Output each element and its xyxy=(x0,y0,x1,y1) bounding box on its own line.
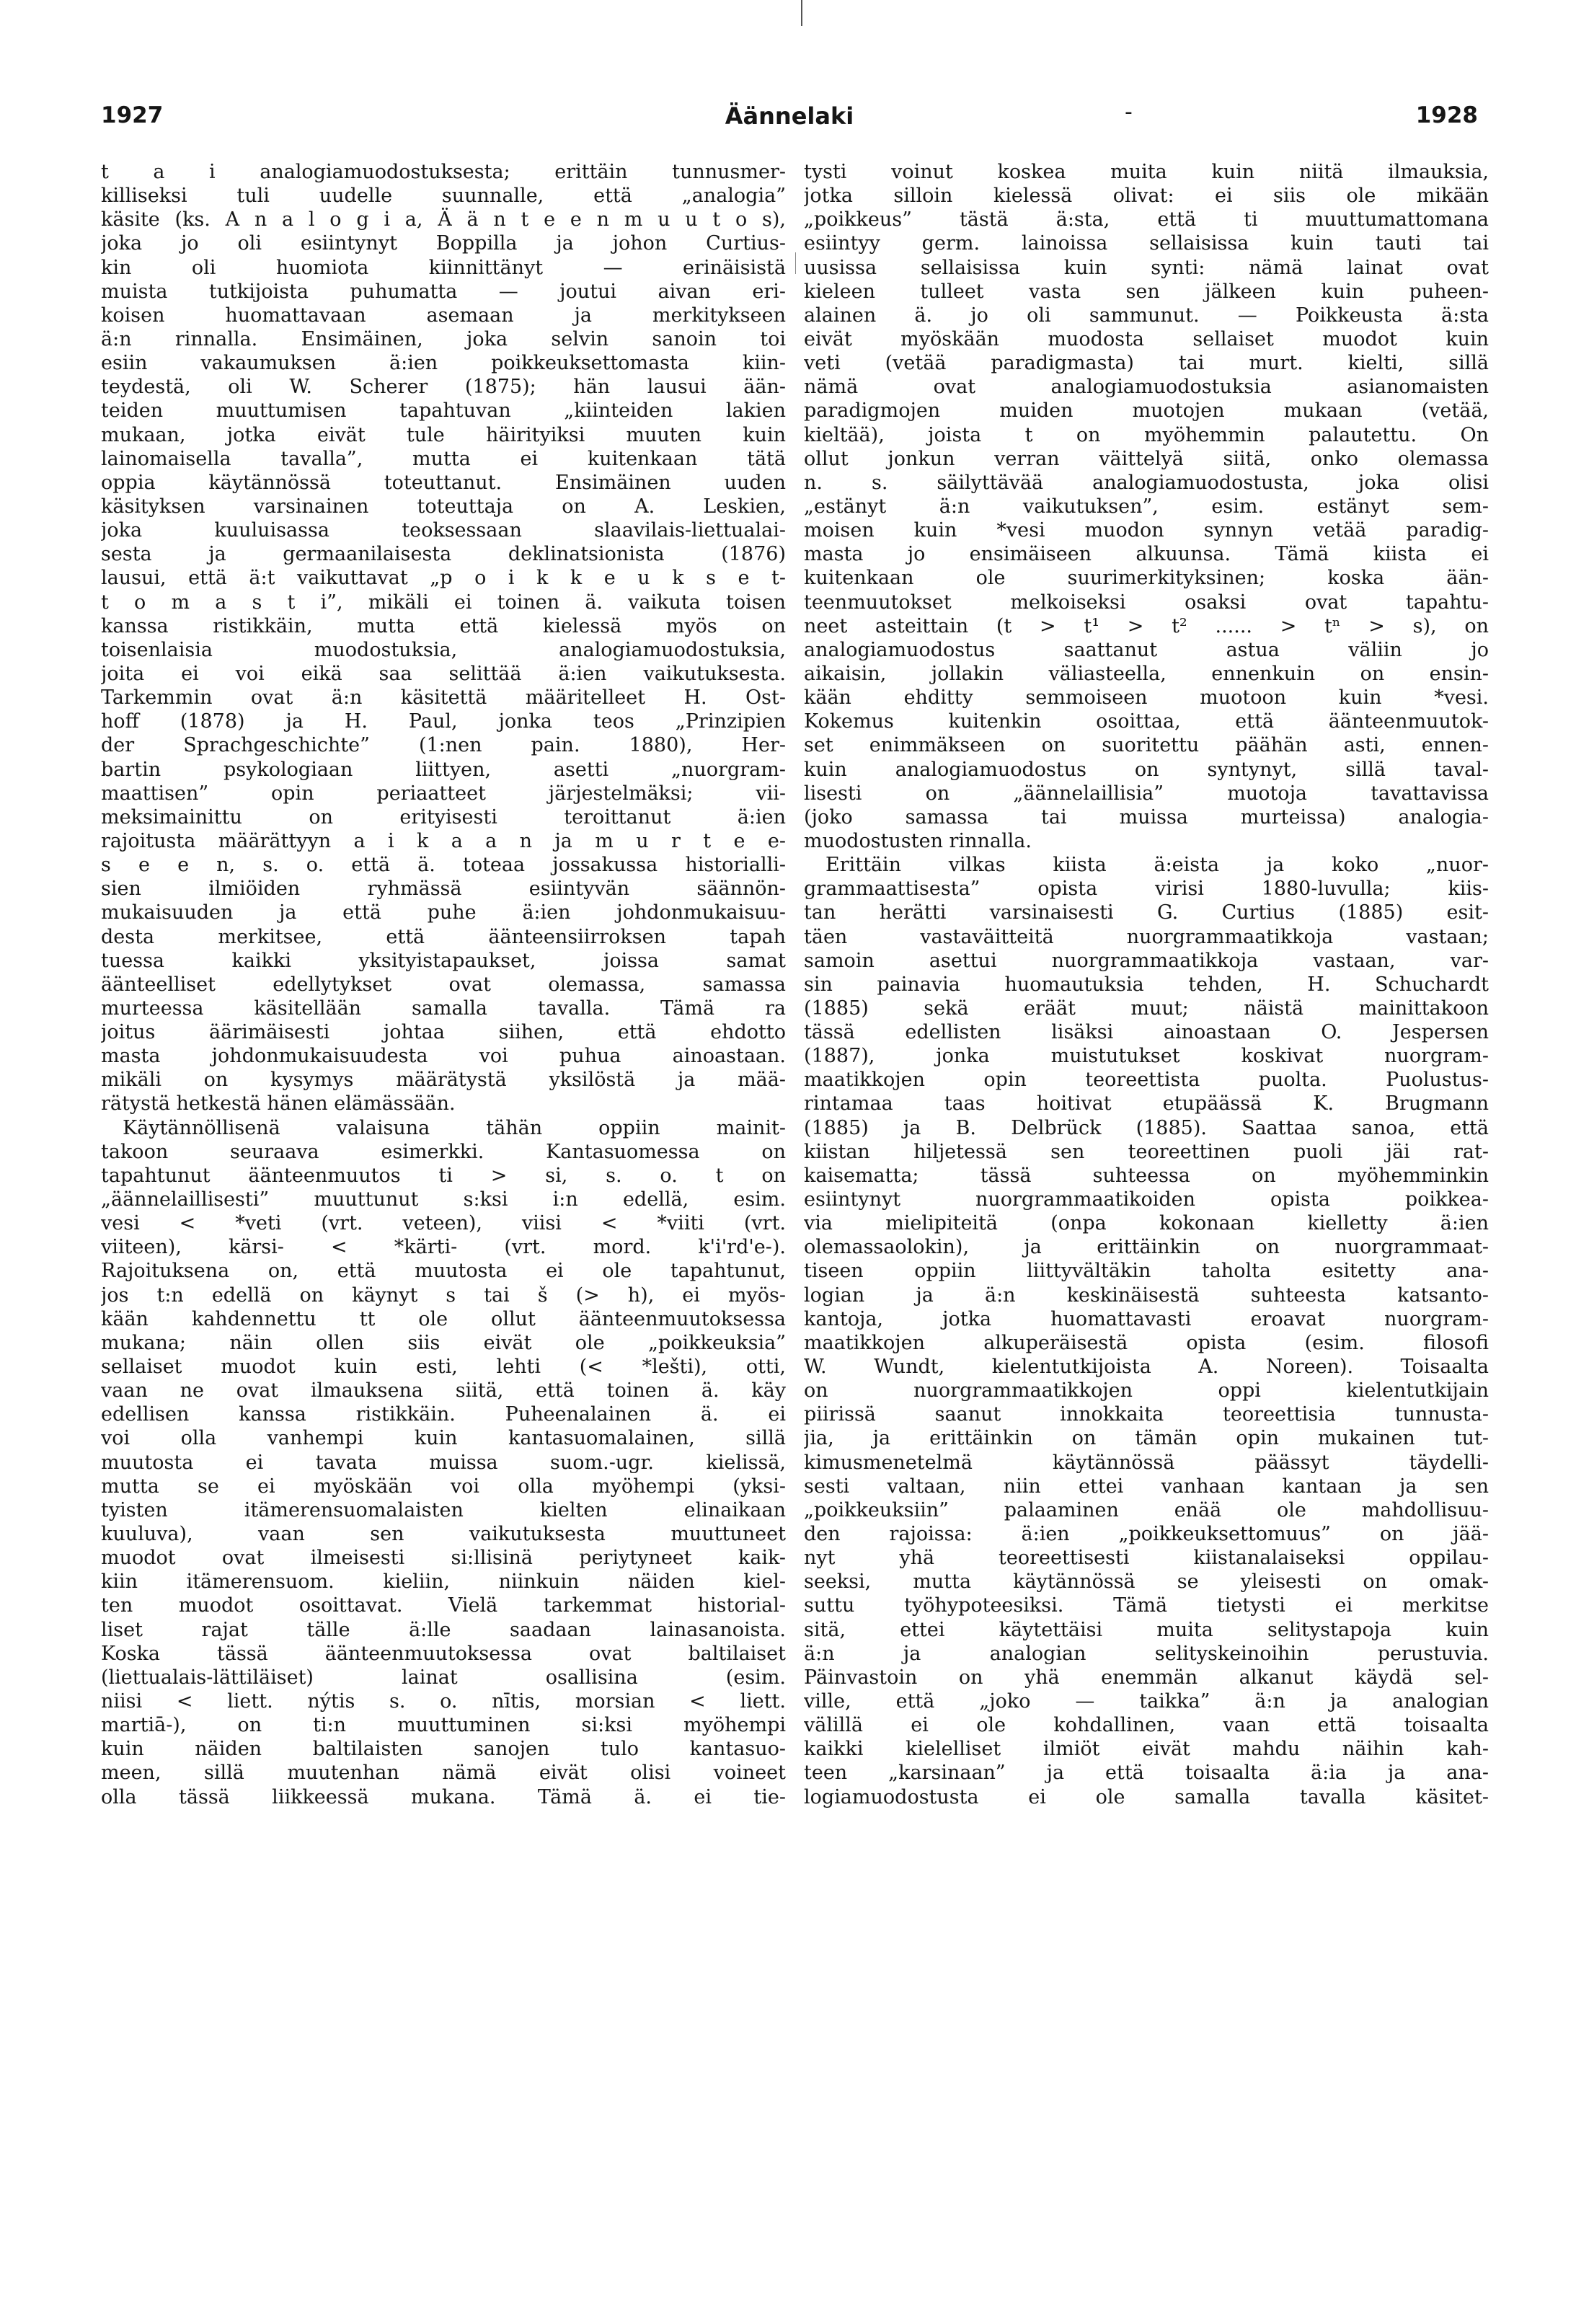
right-column-text-line: tan herätti varsinaisesti G. Curtius (1885) esit- xyxy=(804,901,1489,924)
right-column-text-line: ville, että „joko — taikka” ä:n ja analogian xyxy=(804,1690,1489,1713)
right-column-text-line: nyt yhä teoreettisesti kiistanalaiseksi oppilau- xyxy=(804,1547,1489,1570)
left-column-text-line: Tarkemmin ovat ä:n käsitettä määritelleet H. Ost- xyxy=(101,686,786,710)
right-column-text-line: eivät myöskään muodosta sellaiset muodot kuin xyxy=(804,327,1489,350)
right-column-text-line: Kokemus kuitenkin osoittaa, että äänteenmuutok- xyxy=(804,710,1489,733)
right-column-text-line: on nuorgrammaatikkojen oppi kielentutkijain xyxy=(804,1379,1489,1402)
left-column-text-line: äänteelliset edellytykset ovat olemassa, samassa xyxy=(101,973,786,996)
right-column-text-line: kuitenkaan ole suurimerkityksinen; koska ään- xyxy=(804,567,1489,590)
left-column-text-line: masta johdonmukaisuudesta voi puhua ainoastaan. xyxy=(101,1045,786,1068)
left-column-text-line: killiseksi tuli uudelle suunnalle, että „analogia” xyxy=(101,185,786,208)
left-column-text-line: mukana; näin ollen siis eivät ole „poikkeuksia” xyxy=(101,1331,786,1354)
right-column-text-line: kiistan hiljetessä sen teoreettinen puoli jäi rat- xyxy=(804,1140,1489,1163)
left-column-text-line: koisen huomattavaan asemaan ja merkitykseen xyxy=(101,304,786,327)
left-column-text-line: kin oli huomiota kiinnittänyt — erinäisistä xyxy=(101,256,786,279)
left-column-text-line: rajoitusta määrättyyn a i k a a n ja m u r t e e- xyxy=(101,829,786,852)
page-number-right: 1928 xyxy=(1415,102,1478,128)
right-column-text-line: välillä ei ole kohdallinen, vaan että toisaalta xyxy=(804,1714,1489,1737)
right-column-text-line: sitä, ettei käytettäisi muita selitystapoja kuin xyxy=(804,1618,1489,1641)
right-column-text-line: nämä ovat analogiamuodostuksia asianomaisten xyxy=(804,376,1489,399)
right-column-text-line: esiintyy germ. lainoissa sellaisissa kuin tauti tai xyxy=(804,232,1489,255)
left-column-text-line: esiin vakaumuksen ä:ien poikkeuksettomasta kiin- xyxy=(101,352,786,375)
left-column-text-line: vesi < *veti (vrt. veteen), viisi < *viiti (vrt. xyxy=(101,1212,786,1235)
right-column-text-line: kuin analogiamuodostus on syntynyt, sillä taval- xyxy=(804,758,1489,781)
left-column-text-line: toisenlaisia muodostuksia, analogiamuodostuksia, xyxy=(101,638,786,661)
left-column-text-line: teiden muuttumisen tapahtuvan „kiinteiden lakien xyxy=(101,399,786,423)
right-column-text-line: sin painavia huomautuksia tehden, H. Schuchardt xyxy=(804,973,1489,996)
left-column-text-line: meksimainittu on erityisesti teroittanut ä:ien xyxy=(101,805,786,829)
right-column-text-line: (1885) ja B. Delbrück (1885). Saattaa sanoa, että xyxy=(804,1116,1489,1139)
right-column-text-line: (1885) sekä eräät muut; näistä mainittakoon xyxy=(804,997,1489,1020)
right-column-text-line: ä:n ja analogian selityskeinoihin perustuvia. xyxy=(804,1642,1489,1665)
right-column-text-line: rintamaa taas hoitivat etupäässä K. Brugmann xyxy=(804,1092,1489,1115)
left-column-text-line: takoon seuraava esimerkki. Kantasuomessa on xyxy=(101,1140,786,1163)
page-header xyxy=(101,102,1478,138)
left-column-text-line: rätystä hetkestä hänen elämässään. xyxy=(101,1092,456,1115)
right-column-text-line: samoin asettui nuorgrammaatikkoja vastaan, var- xyxy=(804,949,1489,972)
left-column-text-line: sien ilmiöiden ryhmässä esiintyvän säännön- xyxy=(101,878,786,901)
left-column-text-line: (liettualais-lättiläiset) lainat osallisina (esim. xyxy=(101,1666,786,1689)
left-column-text-line: sesta ja germaanilaisesta deklinatsionista (1876) xyxy=(101,543,786,566)
left-column-text-line: oppia käytännössä toteuttanut. Ensimäinen uuden xyxy=(101,471,786,494)
right-column-text-line: den rajoissa: ä:ien „poikkeuksettomuus” on jää- xyxy=(804,1523,1489,1546)
left-column-text-line: maattisen” opin periaatteet järjestelmäksi; vii- xyxy=(101,782,786,805)
left-column-text-line: t a i analogiamuodostuksesta; erittäin tunnusmer- xyxy=(101,161,786,183)
left-column-text-line: niisi < liett. nýtis s. o. nītis, morsian < liett. xyxy=(101,1690,786,1713)
left-column-text-line: tyisten itämerensuomalaisten kielten elinaikaan xyxy=(101,1498,786,1521)
left-column-text-line: kään kahdennettu tt ole ollut äänteenmuutoksessa xyxy=(101,1307,786,1330)
left-column-text-line: muista tutkijoista puhumatta — joutui aivan eri- xyxy=(101,280,786,303)
right-column-text-line: tässä edellisten lisäksi ainoastaan O. Jespersen xyxy=(804,1021,1489,1044)
right-column-text-line: n. s. säilyttävää analogiamuodostusta, joka olisi xyxy=(804,471,1489,494)
right-column-text-line: „estänyt ä:n vaikutuksen”, esim. estänyt sem- xyxy=(804,495,1489,518)
right-column-text-line: neet asteittain (t > t¹ > t² ...... > tⁿ > s), on xyxy=(804,614,1489,637)
right-column-text-line: (joko samassa tai muissa murteissa) analogia- xyxy=(804,805,1489,829)
right-column-text-line: teenmuutokset melkoiseksi osaksi ovat tapahtu- xyxy=(804,591,1489,614)
left-column-text-line: tuessa kaikki yksityistapaukset, joissa samat xyxy=(101,949,786,972)
right-column-text-line: lisesti on „äännelaillisia” muotoja tavattavissa xyxy=(804,782,1489,805)
left-column-text-line: mikäli on kysymys määrätystä yksilöstä ja mää- xyxy=(101,1069,786,1092)
right-column-text-line: Päinvastoin on yhä enemmän alkanut käydä sel- xyxy=(804,1666,1489,1689)
right-column-text-line: alainen ä. jo oli sammunut. — Poikkeusta ä:sta xyxy=(804,304,1489,327)
right-column-text-line: logiamuodostusta ei ole samalla tavalla käsitet- xyxy=(804,1785,1489,1808)
right-column-text-line: paradigmojen muiden muotojen mukaan (vetää, xyxy=(804,399,1489,423)
left-column-text-line: meen, sillä muutenhan nämä eivät olisi voineet xyxy=(101,1762,786,1785)
left-column-text-line: joka kuuluisassa teoksessaan slaavilais-liettualai- xyxy=(101,519,786,542)
left-column-text-line: muutosta ei tavata muissa suom.-ugr. kielissä, xyxy=(101,1451,786,1474)
left-column-text-line: jos t:n edellä on käynyt s tai š (> h), ei myös- xyxy=(101,1283,786,1307)
left-column-text-line: murteessa käsitellään samalla tavalla. Tämä ra xyxy=(101,997,786,1020)
right-column-text-line: tysti voinut koskea muita kuin niitä ilmauksia, xyxy=(804,161,1489,183)
left-column-text-line: Koska tässä äänteenmuutoksessa ovat baltilaiset xyxy=(101,1642,786,1665)
left-column-text-line: joita ei voi eikä saa selittää ä:ien vaikutuksesta. xyxy=(101,662,786,685)
left-column-text-line: sellaiset muodot kuin esti, lehti (< *lešti), otti, xyxy=(101,1356,786,1379)
right-column-text-line: grammaattisesta” opista virisi 1880-luvulla; kiis- xyxy=(804,878,1489,901)
left-column-text-line: Käytännöllisenä valaisuna tähän oppiin mainit- xyxy=(123,1116,786,1139)
right-column-text-line: W. Wundt, kielentutkijoista A. Noreen). Toisaalta xyxy=(804,1356,1489,1379)
left-column-text-line: mukaan, jotka eivät tule häirityiksi muuten kuin xyxy=(101,423,786,446)
left-column-text-line: liset rajat tälle ä:lle saadaan lainasanoista. xyxy=(101,1618,786,1641)
left-column-text-line: voi olla vanhempi kuin kantasuomalainen, sillä xyxy=(101,1427,786,1450)
right-column-text-line: sesti valtaan, niin ettei vanhaan kantaan ja sen xyxy=(804,1475,1489,1498)
right-column-text-line: kään ehditty semmoiseen muotoon kuin *vesi. xyxy=(804,686,1489,710)
left-column-text-line: kanssa ristikkäin, mutta että kielessä myös on xyxy=(101,614,786,637)
right-column-text-line: teen „karsinaan” ja että toisaalta ä:ia ja ana- xyxy=(804,1762,1489,1785)
right-column-text-line: Erittäin vilkas kiista ä:eista ja koko „nuor- xyxy=(825,854,1489,877)
right-column-text-line: jotka silloin kielessä olivat: ei siis ole mikään xyxy=(804,185,1489,208)
left-column-text-line: käsite (ks. A n a l o g i a, Ä ä n t e e n m u u t o s), xyxy=(101,208,786,231)
right-column-text-line: kieleen tulleet vasta sen jälkeen kuin puheen- xyxy=(804,280,1489,303)
left-column-text-line: muodot ovat ilmeisesti si:llisinä periytyneet kaik- xyxy=(101,1547,786,1570)
left-column-text-line: lausui, että ä:t vaikuttavat „p o i k k e u k s e t- xyxy=(101,567,786,590)
right-column-text-line: logian ja ä:n keskinäisestä suhteesta katsanto- xyxy=(804,1283,1489,1307)
right-column-text-line: uusissa sellaisissa kuin synti: nämä lainat ovat xyxy=(804,256,1489,279)
right-column-text-line: suttu työhypoteesiksi. Tämä tietysti ei merkitse xyxy=(804,1594,1489,1617)
left-column-text-line: lainomaisella tavalla”, mutta ei kuitenkaan tätä xyxy=(101,447,786,470)
left-column-text-line: der Sprachgeschichte” (1:nen pain. 1880), Her- xyxy=(101,734,786,757)
right-column-text-line: analogiamuodostus saattanut astua väliin jo xyxy=(804,638,1489,661)
right-column-text-line: kaikki kielelliset ilmiöt eivät mahdu näihin kah- xyxy=(804,1738,1489,1761)
left-column-text-line: tapahtunut äänteenmuutos ti > si, s. o. t on xyxy=(101,1164,786,1187)
right-column-text-line: täen vastaväitteitä nuorgrammaatikkoja vastaan; xyxy=(804,925,1489,948)
right-column-text-line: aikaisin, jollakin väliasteella, ennenkuin on ensin- xyxy=(804,662,1489,685)
left-column-text-line: kuin näiden baltilaisten sanojen tulo kantasuo- xyxy=(101,1738,786,1761)
left-column-text-line: edellisen kanssa ristikkäin. Puheenalainen ä. ei xyxy=(101,1403,786,1426)
right-column-text-line: piirissä saanut innokkaita teoreettisia tunnusta- xyxy=(804,1403,1489,1426)
right-column-text-line: seeksi, mutta käytännössä se yleisesti on omak- xyxy=(804,1570,1489,1594)
left-column-text-line: s e e n, s. o. että ä. toteaa jossakussa historialli- xyxy=(101,854,786,877)
right-column-text-line: kaisematta; tässä suhteessa on myöhemminkin xyxy=(804,1164,1489,1187)
right-column-text-line: jia, ja erittäinkin on tämän opin mukainen tut- xyxy=(804,1427,1489,1450)
right-column-text-line: kimusmenetelmä käytännössä päässyt täydelli- xyxy=(804,1451,1489,1474)
left-column-text-line: käsityksen varsinainen toteuttaja on A. Leskien, xyxy=(101,495,786,518)
right-column-text-line: muodostusten rinnalla. xyxy=(804,829,1032,852)
page-title: Äännelaki xyxy=(725,102,854,130)
column-separator-mark xyxy=(795,252,796,274)
page-number-left: 1927 xyxy=(101,102,164,128)
left-column-text-line: desta merkitsee, että äänteensiirroksen tapah xyxy=(101,925,786,948)
left-column-text-line: vaan ne ovat ilmauksena siitä, että toinen ä. käy xyxy=(101,1379,786,1402)
left-column-text-line: joka jo oli esiintynyt Boppilla ja johon Curtius- xyxy=(101,232,786,255)
left-column-text-line: bartin psykologiaan liittyen, asetti „nuorgram- xyxy=(101,758,786,781)
left-column-text-line: hoff (1878) ja H. Paul, jonka teos „Prinzipien xyxy=(101,710,786,733)
right-column-text-line: kieltää), joista t on myöhemmin palautettu. On xyxy=(804,423,1489,446)
left-column-text-line: teydestä, oli W. Scherer (1875); hän lausui ään- xyxy=(101,376,786,399)
right-column-text-line: masta jo ensimäiseen alkuunsa. Tämä kiista ei xyxy=(804,543,1489,566)
left-column-text-line: t o m a s t i”, mikäli ei toinen ä. vaikuta toisen xyxy=(101,591,786,614)
left-column-text-line: joitus äärimäisesti johtaa siihen, että ehdotto xyxy=(101,1021,786,1044)
right-column-text-line: esiintynyt nuorgrammaatikoiden opista poikkea- xyxy=(804,1188,1489,1211)
right-column-text-line: (1887), jonka muistutukset koskivat nuorgram- xyxy=(804,1045,1489,1068)
top-rule-mark xyxy=(801,0,802,26)
right-column-text-line: maatikkojen opin teoreettista puolta. Puolustus- xyxy=(804,1069,1489,1092)
right-column-text-line: kantoja, jotka huomattavasti eroavat nuorgram- xyxy=(804,1307,1489,1330)
left-column-text-line: viiteen), kärsi- < *kärti- (vrt. mord. k'i'rd'e-). xyxy=(101,1236,786,1259)
left-column-text-line: olla tässä liikkeessä mukana. Tämä ä. ei tie- xyxy=(101,1785,786,1808)
right-column-text-line: via mielipiteitä (onpa kokonaan kielletty ä:ien xyxy=(804,1212,1489,1235)
left-column-text-line: „äännelaillisesti” muuttunut s:ksi i:n edellä, esim. xyxy=(101,1188,786,1211)
right-column xyxy=(804,160,1489,2294)
header-dash-mark: - xyxy=(1125,100,1133,125)
left-column-text-line: Rajoituksena on, että muutosta ei ole tapahtunut, xyxy=(101,1260,786,1283)
left-column-text-line: mukaisuuden ja että puhe ä:ien johdonmukaisuu- xyxy=(101,901,786,924)
left-column-text-line: ä:n rinnalla. Ensimäinen, joka selvin sanoin toi xyxy=(101,327,786,350)
right-column-text-line: veti (vetää paradigmasta) tai murt. kielti, sillä xyxy=(804,352,1489,375)
left-column xyxy=(101,160,786,2294)
right-column-text-line: „poikkeuksiin” palaaminen enää ole mahdollisuu- xyxy=(804,1498,1489,1521)
left-column-text-line: ten muodot osoittavat. Vielä tarkemmat historial- xyxy=(101,1594,786,1617)
right-column-text-line: olemassaolokin), ja erittäinkin on nuorgrammaat- xyxy=(804,1236,1489,1259)
right-column-text-line: „poikkeus” tästä ä:sta, että ti muuttumattomana xyxy=(804,208,1489,231)
left-column-text-line: mutta se ei myöskään voi olla myöhempi (yksi- xyxy=(101,1475,786,1498)
left-column-text-line: kiin itämerensuom. kieliin, niinkuin näiden kiel- xyxy=(101,1570,786,1594)
right-column-text-line: ollut jonkun verran väittelyä siitä, onko olemassa xyxy=(804,447,1489,470)
right-column-text-line: set enimmäkseen on suoritettu päähän asti, ennen- xyxy=(804,734,1489,757)
left-column-text-line: martiā-), on ti:n muuttuminen si:ksi myöhempi xyxy=(101,1714,786,1737)
left-column-text-line: kuuluva), vaan sen vaikutuksesta muuttuneet xyxy=(101,1523,786,1546)
right-column-text-line: moisen kuin *vesi muodon synnyn vetää paradig- xyxy=(804,519,1489,542)
right-column-text-line: tiseen oppiin liittyvältäkin taholta esitetty ana- xyxy=(804,1260,1489,1283)
right-column-text-line: maatikkojen alkuperäisestä opista (esim. filosofi xyxy=(804,1331,1489,1354)
